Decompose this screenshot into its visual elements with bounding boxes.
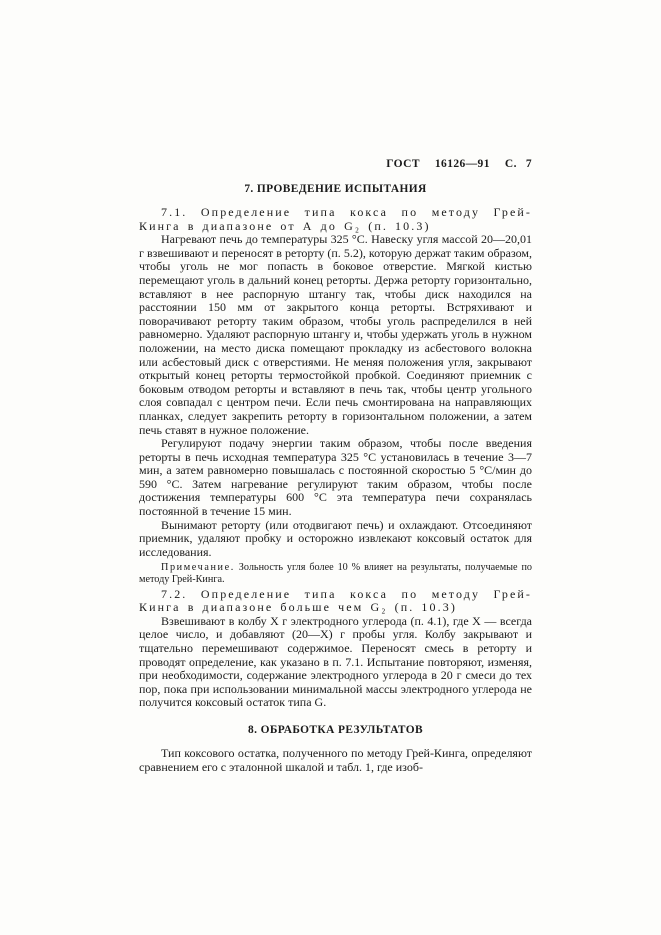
page-number: 7 [525, 158, 532, 170]
page-header [139, 158, 532, 170]
note-label: Примечание. [161, 562, 235, 574]
section-7-title: 7. ПРОВЕДЕНИЕ ИСПЫТАНИЯ [244, 183, 427, 195]
paragraph: Вынимают реторту (или отодвигают печь) и охлаждают. Отсоединяют приемник, удаляют пробку и осторожно извлекают коксовый остаток для исследования. [139, 517, 532, 559]
page-label: С. [504, 158, 517, 170]
clause-7-2-heading: 7.2. Определение типа кокса по методу Грей-Кинга в диапазоне больше чем G₂ (п. 10.3) [139, 586, 532, 615]
paragraph: Регулируют подачу энергии таким образом, чтобы после введения реторты в печь исходная температура 325 °С установилась в течение 3—7 мин, а затем равномерно повышалась с постоянной скоростью 5 °С/мин до 590 °С. Затем нагревание регулируют таким образом, чтобы после достижения температуры 600 °С эта температура печи сохранялась постоянной в течение 15 мин. [139, 436, 532, 519]
gost-standard-label: ГОСТ [386, 158, 420, 170]
paragraph: Тип коксового остатка, полученного по методу Грей-Кинга, определяют сравнением его с эталонной шкалой и табл. 1, где изоб- [139, 745, 532, 774]
paragraph: Взвешивают в колбу X г электродного углерода (п. 4.1), где X — всегда целое число, и добавляют (20—X) г пробы угля. Колбу закрывают и тщательно перемешивают содержимое. Переносят смесь в реторту и проводят определение, как указано в п. 7.1. Испытание повторяют, изменяя, при необходимости, содержание электродного углерода в 20 г смеси до тех пор, пока при использовании минимальной массы электродного углерода не получится коксовый остаток типа G. [139, 613, 532, 710]
page-content [139, 158, 532, 774]
page-indicator [505, 158, 532, 170]
gost-number: 16126—91 [434, 158, 490, 170]
section-8-title: 8. ОБРАБОТКА РЕЗУЛЬТАТОВ [248, 723, 423, 736]
paragraph: Нагревают печь до температуры 325 °С. Навеску угля массой 20—20,01 г взвешивают и переносят в реторту (п. 5.2), которую держат таким образом, чтобы уголь не мог попасть в боковое отверстие. Мягкой кистью перемещают уголь в дальний конец реторты. Держа реторту горизонтально, вставляют в нее распорную штангу так, чтобы диск находился на расстоянии 150 мм от закрытого конца реторты. Встряхивают и поворачивают реторту таким образом, чтобы уголь распределился в ней равномерно. Удаляют распорную штангу и, чтобы удержать уголь в нужном положении, на место диска помещают прокладку из асбестового волокна или асбестовый диск с отверстиями. Не меняя положения угля, закрывают открытый конец реторты термостойкой пробкой. Соединяют приемник с боковым отводом реторты и вставляют в печь так, чтобы центр угольного слоя совпадал с центром печи. Если печь смонтирована на направляющих планках, следует закрепить реторту в горизонтальном положении, а затем печь ставят в нужное положение. [139, 232, 532, 437]
note [139, 562, 532, 585]
clause-7-1-heading: 7.1. Определение типа кокса по методу Грей-Кинга в диапазоне от А до G₂ (п. 10.3) [139, 205, 532, 233]
note-text: Зольность угля более 10 % влияет на результаты, получаемые по методу Грей-Кинга. [139, 562, 532, 586]
